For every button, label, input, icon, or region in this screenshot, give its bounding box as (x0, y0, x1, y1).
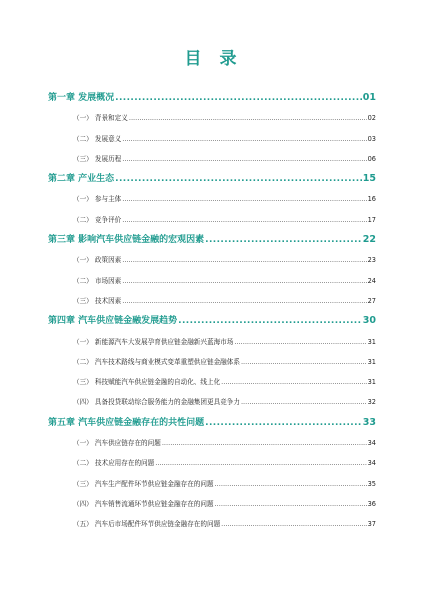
toc-chapter-entry[interactable] (48, 88, 376, 108)
toc-page-number: 37 (367, 520, 376, 529)
dot-leader (178, 311, 362, 331)
toc-page-number: 03 (367, 134, 376, 143)
toc-section-entry[interactable] (48, 108, 376, 128)
dot-leader (221, 514, 366, 534)
toc-entry-title: 第三章 影响汽车供应链金融的宏观因素 (48, 235, 205, 246)
toc-chapter-entry[interactable] (48, 311, 376, 331)
dot-leader (155, 453, 366, 473)
toc-section-entry[interactable] (48, 129, 376, 149)
toc-entry-title: （一） 政策因素 (73, 256, 122, 265)
toc-entry-title: （三） 发展历程 (73, 154, 122, 163)
dot-leader (241, 352, 367, 372)
table-of-contents (48, 88, 376, 535)
toc-entry-title: （三） 科技赋能汽车供应链金融的自动化、线上化 (73, 378, 221, 387)
toc-section-entry[interactable] (48, 352, 376, 372)
toc-page-number: 02 (367, 114, 376, 123)
toc-section-entry[interactable] (48, 494, 376, 514)
dot-leader (122, 291, 366, 311)
page-title: 目 录 (184, 49, 243, 69)
toc-section-entry[interactable] (48, 271, 376, 291)
toc-entry-title: 第四章 汽车供应链金融发展趋势 (48, 316, 178, 327)
toc-entry-title: （一） 背景和定义 (73, 114, 128, 123)
toc-page-number: 33 (362, 416, 376, 428)
dot-leader (122, 271, 366, 291)
toc-section-entry[interactable] (48, 474, 376, 494)
toc-page-number: 34 (367, 459, 376, 468)
toc-section-entry[interactable] (48, 189, 376, 209)
toc-entry-title: （三） 汽车生产配件环节供应链金融存在的问题 (73, 479, 214, 488)
toc-entry-title: （四） 汽车销售流通环节供应链金融存在的问题 (73, 499, 214, 508)
toc-entry-title: （二） 汽车技术路线与商业模式变革重塑供应链金融体系 (73, 357, 240, 366)
toc-page-number: 15 (362, 173, 376, 185)
dot-leader (162, 433, 367, 453)
dot-leader (122, 210, 366, 230)
dot-leader (205, 413, 362, 433)
toc-section-entry[interactable] (48, 149, 376, 169)
dot-leader (221, 372, 366, 392)
toc-page-number: 34 (367, 439, 376, 448)
toc-page-number: 31 (367, 337, 376, 346)
dot-leader (122, 129, 366, 149)
toc-page-number: 01 (362, 92, 376, 103)
dot-leader (129, 108, 367, 128)
dot-leader (115, 169, 362, 189)
toc-page-number: 06 (367, 154, 376, 163)
toc-section-entry[interactable] (48, 514, 376, 534)
toc-entry-title: （五） 汽车后市场配件环节供应链金融存在的问题 (73, 520, 221, 529)
toc-entry-title: （四） 具备投贷联动综合服务能力的金融集团更具竞争力 (73, 398, 240, 407)
toc-page-number: 35 (367, 479, 376, 488)
toc-entry-title: （二） 发展意义 (73, 134, 122, 143)
toc-page-number: 31 (367, 357, 376, 366)
toc-chapter-entry[interactable] (48, 413, 376, 433)
toc-entry-title: （三） 技术因素 (73, 296, 122, 305)
dot-leader (215, 494, 367, 514)
toc-page-number: 17 (367, 215, 376, 224)
toc-entry-title: 第二章 产业生态 (48, 174, 115, 185)
toc-section-entry[interactable] (48, 372, 376, 392)
toc-page-number: 22 (362, 234, 376, 246)
dot-leader (215, 474, 367, 494)
toc-entry-title: （二） 市场因素 (73, 276, 122, 285)
toc-page-number: 16 (367, 195, 376, 204)
toc-entry-title: （一） 汽车供应链存在的问题 (73, 439, 161, 448)
toc-section-entry[interactable] (48, 453, 376, 473)
toc-entry-title: （一） 参与主体 (73, 195, 122, 204)
dot-leader (122, 189, 366, 209)
toc-page-number: 30 (362, 315, 376, 327)
toc-entry-title: 第五章 汽车供应链金融存在的共性问题 (48, 417, 205, 428)
dot-leader (115, 88, 362, 108)
toc-entry-title: （二） 竞争评价 (73, 215, 122, 224)
toc-section-entry[interactable] (48, 291, 376, 311)
toc-chapter-entry[interactable] (48, 169, 376, 189)
toc-page-number: 27 (367, 296, 376, 305)
toc-entry-title: （二） 技术应用存在的问题 (73, 459, 155, 468)
toc-section-entry[interactable] (48, 250, 376, 270)
toc-section-entry[interactable] (48, 392, 376, 412)
toc-section-entry[interactable] (48, 332, 376, 352)
toc-page-number: 31 (367, 378, 376, 387)
toc-chapter-entry[interactable] (48, 230, 376, 250)
dot-leader (122, 149, 366, 169)
toc-page-number: 24 (367, 276, 376, 285)
toc-page-number: 36 (367, 499, 376, 508)
toc-page-number: 23 (367, 256, 376, 265)
toc-section-entry[interactable] (48, 210, 376, 230)
toc-page-number: 32 (367, 398, 376, 407)
dot-leader (241, 392, 367, 412)
dot-leader (122, 250, 366, 270)
toc-section-entry[interactable] (48, 433, 376, 453)
toc-entry-title: （一） 新能源汽车大发展孕育供应链金融新兴蓝海市场 (73, 337, 234, 346)
dot-leader (234, 332, 366, 352)
toc-entry-title: 第一章 发展概况 (48, 93, 115, 103)
dot-leader (205, 230, 362, 250)
